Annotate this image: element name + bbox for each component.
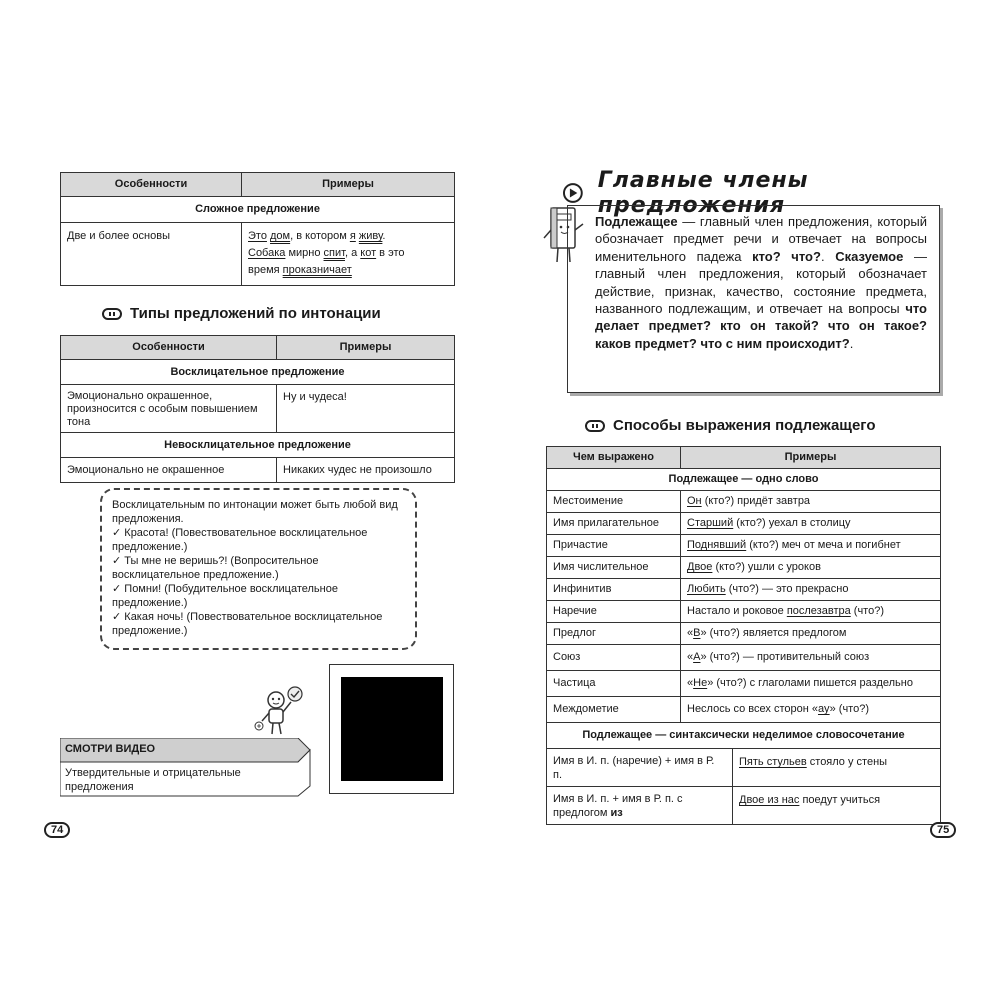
example-cell [681, 491, 941, 513]
example-cell [681, 623, 941, 645]
section-marker-icon [102, 308, 122, 320]
col-header-examples: Примеры [242, 173, 455, 197]
intonation-table [60, 335, 455, 483]
table-row [547, 671, 941, 697]
ex-text: Неслось со всех сторон « [687, 703, 818, 715]
ex-text: время [248, 264, 283, 276]
expression-kind: Наречие [547, 601, 681, 623]
ex-text: (кто?) уехал в столицу [733, 517, 851, 529]
example-cell [681, 535, 941, 557]
note-box [100, 488, 417, 650]
heading-subject-ways [585, 417, 876, 434]
video-title: СМОТРИ ВИДЕО [65, 743, 156, 755]
ex-text: (что?) [850, 605, 884, 617]
table-row [547, 513, 941, 535]
col-header-features: Особенности [61, 336, 277, 360]
ex-word: я [349, 230, 356, 242]
heading-text: Способы выражения подлежащего [613, 417, 876, 434]
expression-kind: Союз [547, 645, 681, 671]
section-non-exclamatory: Невосклицательное предложение [61, 433, 455, 458]
ex-text: (кто?) придёт завтра [701, 495, 811, 507]
ex-word: проказничает [282, 264, 352, 276]
feature-cell: Эмоционально окрашенное, произносится с особым повышением тона [61, 385, 277, 433]
table-row [547, 535, 941, 557]
example-cell [733, 787, 941, 825]
table-row [547, 579, 941, 601]
section-indivisible-phrase: Подлежащее — синтаксически неделимое словосочетание [547, 723, 941, 749]
ex-text: (что?) — это прекрасно [725, 583, 849, 595]
ex-text: » (что?) [829, 703, 869, 715]
ex-subject-word: Старший [687, 517, 734, 529]
example-cell: Это дом, в котором я живу. Собака мирно спит, а кот в это время проказничает [242, 223, 455, 286]
kind-text: Имя в И. п. (наречие) + имя в Р. п. [553, 755, 715, 781]
ex-text: мирно [285, 247, 324, 259]
table-row [547, 697, 941, 723]
expression-kind: Имя числительное [547, 557, 681, 579]
ex-subject-word: Он [687, 495, 702, 507]
section-exclamatory: Восклицательное предложение [61, 360, 455, 385]
page-number-left: 74 [44, 822, 70, 838]
ex-text: » (что?) с глаголами пишется раздельно [707, 677, 913, 689]
ex-word: дом [270, 230, 291, 242]
section-one-word: Подлежащее — одно слово [547, 469, 941, 491]
example-cell [681, 697, 941, 723]
definition-text: . [820, 248, 836, 264]
note-item: ✓ Ты мне не веришь?! (Вопросительное восклицательное предложение.) [112, 554, 405, 582]
kind-bold: из [610, 807, 623, 819]
definition-questions: что делает предмет? кто он такой? что он такое? каков предмет? что с ним происходит? [595, 301, 927, 351]
expression-kind: Имя прилагательное [547, 513, 681, 535]
table-row [547, 749, 941, 787]
heading-intonation [102, 305, 381, 322]
col-header-features: Особенности [61, 173, 242, 197]
expression-kind: Предлог [547, 623, 681, 645]
qr-code-frame[interactable] [329, 664, 454, 794]
term-subject: Подлежащее [595, 214, 678, 229]
expression-kind: Междометие [547, 697, 681, 723]
definition-text: . [849, 335, 854, 351]
example-cell [681, 513, 941, 535]
table-row [547, 787, 941, 825]
ex-subject-word: Поднявший [687, 539, 747, 551]
ex-text: поедут учиться [799, 794, 881, 806]
definition-text: — главный член предложения, который обозначает действие, признак, качество, состояние предмета, названного подлежащим, и отвечает на вопросы [595, 248, 927, 317]
kind-text: Имя в И. п. + имя в Р. п. с предлогом [553, 793, 683, 819]
features-table-complex [60, 172, 455, 286]
page-number-right: 75 [930, 822, 956, 838]
ex-text: в это [376, 247, 405, 259]
section-complex-sentence: Сложное предложение [61, 197, 455, 223]
ex-text: » (что?) является предлогом [700, 627, 847, 639]
ex-subject-word: Двое из нас [739, 794, 800, 806]
ex-text: « [687, 651, 694, 663]
ex-subject-word: Пять стульев [739, 756, 807, 768]
ex-subject-word: А [693, 651, 701, 663]
table-row [547, 623, 941, 645]
expression-kind: Местоимение [547, 491, 681, 513]
heading-text: Типы предложений по интонации [130, 305, 381, 322]
definition-box [567, 205, 940, 393]
table-row [547, 557, 941, 579]
ex-text: (кто?) меч от меча и погибнет [746, 539, 901, 551]
example-cell [681, 601, 941, 623]
ex-subject-word: В [693, 627, 701, 639]
example-cell [681, 557, 941, 579]
feature-cell: Две и более основы [61, 223, 242, 286]
table-row [547, 601, 941, 623]
ex-text: (кто?) ушли с уроков [712, 561, 821, 573]
definition-questions: кто? что? [752, 248, 821, 264]
expression-kind [547, 787, 733, 825]
feature-cell: Эмоционально не окрашенное [61, 458, 277, 483]
qr-code [341, 677, 443, 781]
subject-expression-table [546, 446, 941, 825]
term-predicate: Сказуемое [835, 248, 904, 264]
example-cell: Никаких чудес не произошло [277, 458, 455, 483]
ex-word: кот [360, 247, 377, 259]
ex-subject-word: Не [693, 677, 708, 689]
table-row [547, 491, 941, 513]
ex-text: » (что?) — противительный союз [700, 651, 870, 663]
col-header-examples: Примеры [277, 336, 455, 360]
ex-text: « [687, 627, 694, 639]
ex-text: , а [344, 247, 361, 259]
mascot-illustration [250, 684, 310, 738]
ex-text: « [687, 677, 694, 689]
ex-subject-word: Любить [687, 583, 726, 595]
expression-kind: Причастие [547, 535, 681, 557]
ex-word: спит [323, 247, 345, 259]
table-row [547, 645, 941, 671]
section-marker-icon [585, 420, 605, 432]
ex-subject-word: послезавтра [786, 605, 851, 617]
note-item: ✓ Помни! (Побудительное восклицательное предложение.) [112, 582, 405, 610]
note-item: ✓ Какая ночь! (Повествовательное восклицательное предложение.) [112, 610, 405, 638]
watch-video-banner[interactable] [60, 738, 311, 797]
note-intro: Восклицательным по интонации может быть любой вид предложения. [112, 499, 398, 525]
title-text: Главные члены предложения [597, 168, 809, 218]
col-header-expressed-by: Чем выражено [547, 447, 681, 469]
example-cell [681, 645, 941, 671]
ex-word: Это [248, 230, 267, 242]
ex-word: живу [358, 230, 383, 242]
ex-text: , в котором [290, 230, 350, 242]
video-description: Утвердительные и отрицательные предложения [65, 767, 241, 793]
col-header-examples: Примеры [681, 447, 941, 469]
ex-word: Собака [248, 247, 286, 259]
expression-kind: Инфинитив [547, 579, 681, 601]
note-item: ✓ Красота! (Повествовательное восклицательное предложение.) [112, 526, 405, 554]
ex-text: стояло у стены [806, 756, 888, 768]
expression-kind: Частица [547, 671, 681, 697]
example-cell [681, 671, 941, 697]
note-list [112, 526, 405, 638]
example-cell [681, 579, 941, 601]
ex-subject-word: ау [817, 703, 830, 715]
definition-text: — главный член предложения, который обозначает предмет речи и отвечает на вопросы именительного падежа [595, 214, 927, 264]
example-cell: Ну и чудеса! [277, 385, 455, 433]
example-cell [733, 749, 941, 787]
ex-text: Настало и роковое [687, 605, 787, 617]
ex-subject-word: Двое [687, 561, 713, 573]
expression-kind [547, 749, 733, 787]
